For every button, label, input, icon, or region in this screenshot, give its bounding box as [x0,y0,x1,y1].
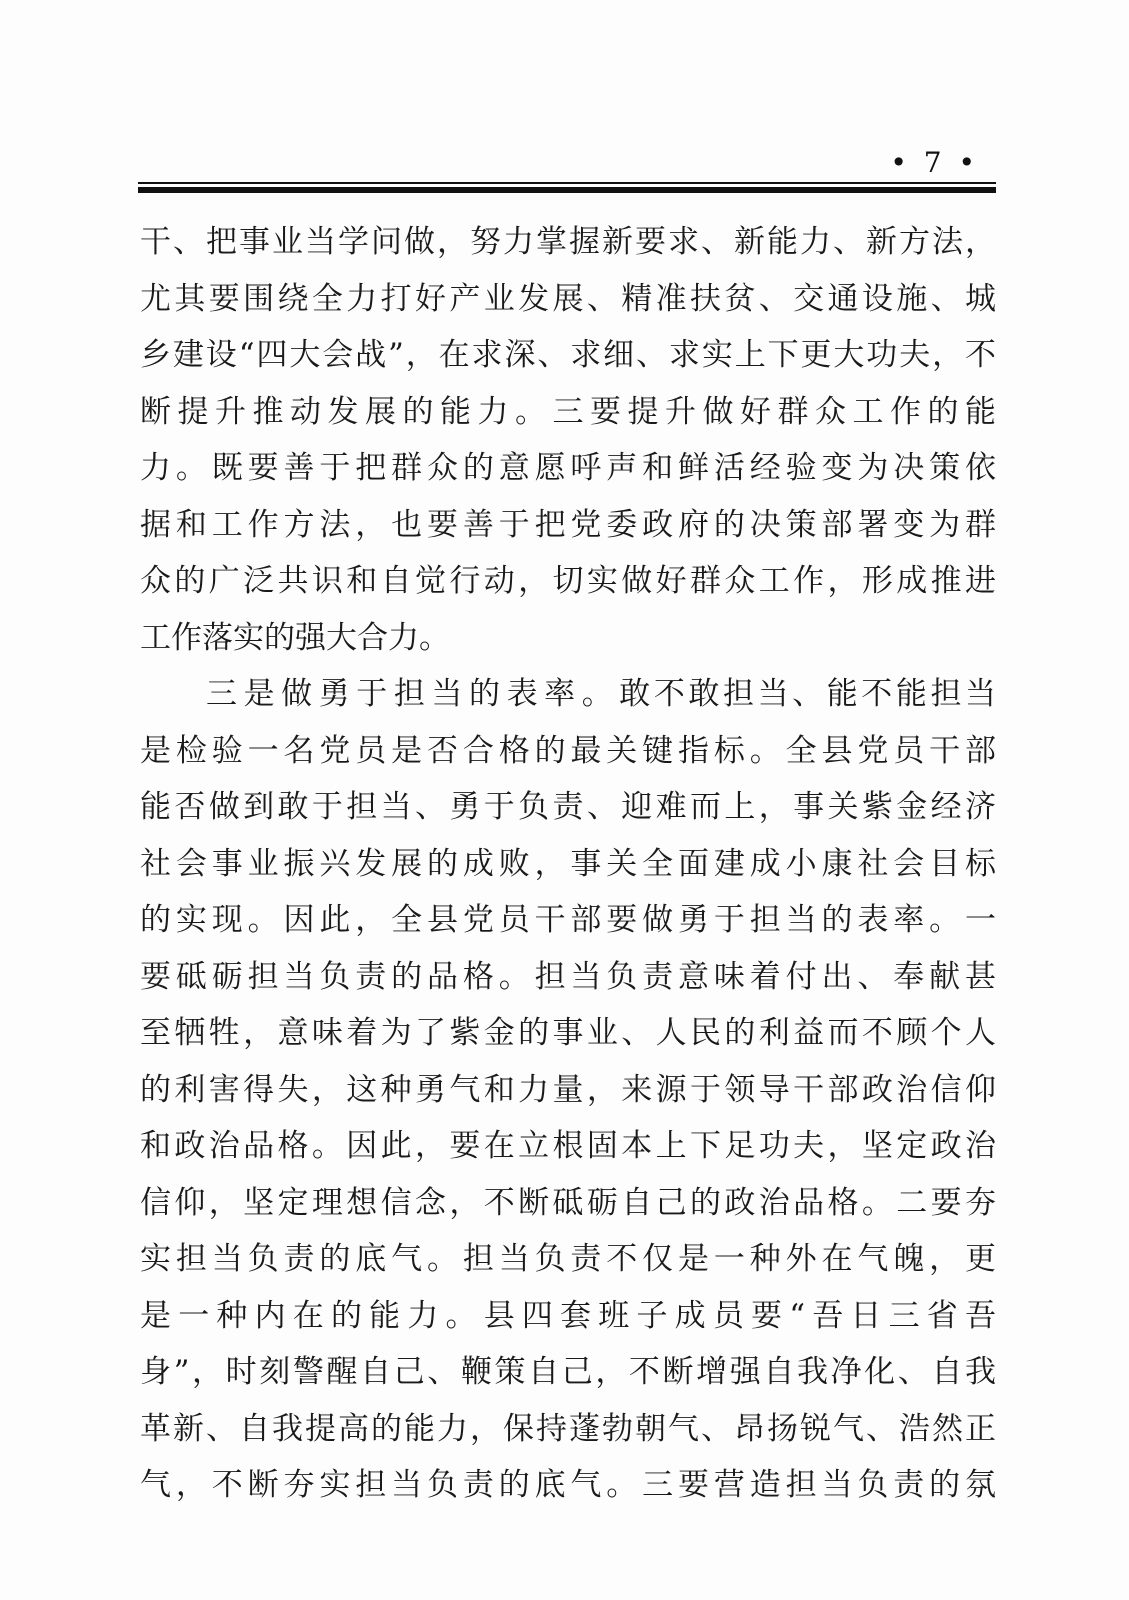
header-rule-thin [138,182,996,184]
text-line: 要砥砺担当负责的品格。担当负责意味着付出、奉献甚 [140,958,996,995]
text-line: 身”，时刻警醒自己、鞭策自己，不断增强自我净化、自我 [140,1354,996,1390]
text-line: 信仰，坚定理想信念，不断砥砺自己的政治品格。二要夯 [140,1184,996,1221]
text-line: 尤其要围绕全力打好产业发展、精准扶贫、交通设施、城 [140,280,996,317]
text-line: 气，不断夯实担当负责的底气。三要营造担当负责的氛 [140,1467,996,1503]
paragraph-first-line [140,666,996,723]
text-span: 敢不敢担当、能不能担当 [619,676,996,712]
text-line: 社会事业振兴发展的成败，事关全面建成小康社会目标 [140,845,996,882]
page-number: • 7 • [890,146,979,179]
text-line: 乡建设“四大会战”，在求深、求细、求实上下更大功夫，不 [140,337,996,373]
paragraph-1 [140,214,996,666]
header-rule-thick [138,187,996,193]
text-line: 能否做到敢于担当、勇于负责、迎难而上，事关紫金经济 [140,789,996,825]
text-line: 干、把事业当学问做，努力掌握新要求、新能力、新方法， [140,224,996,260]
body-text [140,214,996,1514]
text-line: 实担当负责的底气。担当负责不仅是一种外在气魄，更 [140,1241,996,1277]
text-line: 是检验一名党员是否合格的最关键指标。全县党员干部 [140,732,996,769]
text-line: 至牺牲，意味着为了紫金的事业、人民的利益而不顾个人 [140,1015,996,1051]
text-line: 和政治品格。因此，要在立根固本上下足功夫，坚定政治 [140,1128,996,1164]
text-line: 众的广泛共识和自觉行动，切实做好群众工作，形成推进 [140,563,996,599]
text-line: 断提升推动发展的能力。三要提升做好群众工作的能 [140,393,996,430]
text-line: 力。既要善于把群众的意愿呼声和鲜活经验变为决策依 [140,450,996,486]
text-line: 工作落实的强大合力。 [140,619,450,656]
text-line: 革新、自我提高的能力，保持蓬勃朝气、昂扬锐气、浩然正 [140,1410,996,1447]
section-heading: 三是做勇于担当的表率。 [206,676,620,712]
text-line: 是一种内在的能力。县四套班子成员要“吾日三省吾 [140,1297,996,1334]
text-line: 据和工作方法，也要善于把党委政府的决策部署变为群 [140,506,996,543]
paragraph-2 [140,666,996,1514]
text-line: 的利害得失，这种勇气和力量，来源于领导干部政治信仰 [140,1071,996,1108]
text-line: 的实现。因此，全县党员干部要做勇于担当的表率。一 [140,902,996,938]
